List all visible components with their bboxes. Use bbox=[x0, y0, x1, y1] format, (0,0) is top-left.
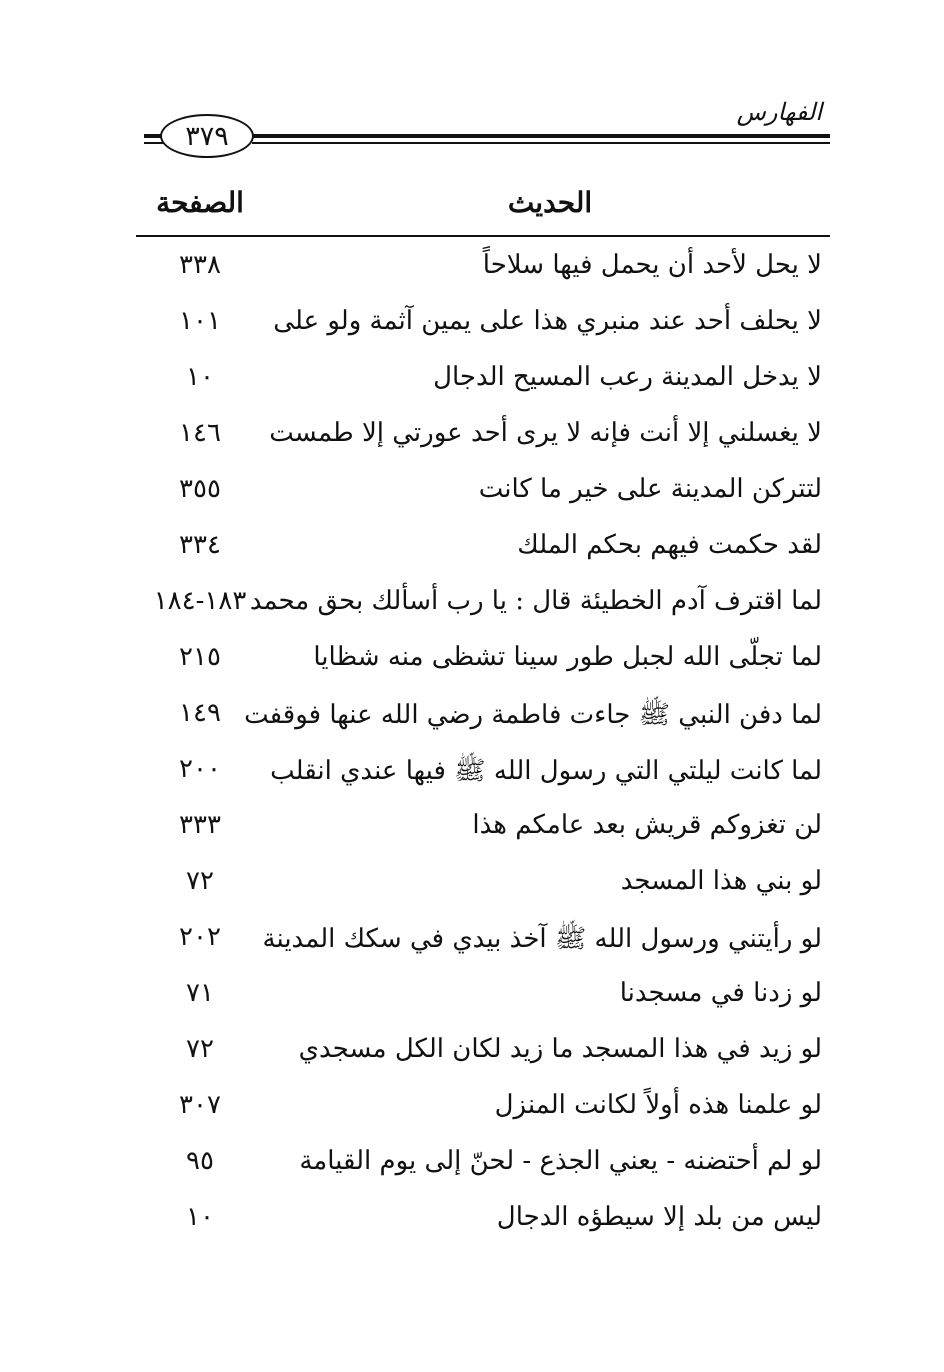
index-row bbox=[0, 1080, 944, 1136]
index-row bbox=[0, 1192, 944, 1248]
page-reference: ١٠ bbox=[186, 1202, 214, 1232]
index-row bbox=[0, 464, 944, 520]
page-reference: ٣٥٥ bbox=[179, 474, 221, 504]
index-row bbox=[0, 240, 944, 296]
page-reference: ٢١٥ bbox=[179, 642, 221, 672]
index-row bbox=[0, 744, 944, 800]
page-reference: ١٠ bbox=[186, 362, 214, 392]
hadith-text: لو رأيتني ورسول الله ﷺ آخذ بيدي في سكك المدينة bbox=[262, 924, 822, 954]
hadith-text: لما تجلّى الله لجبل طور سينا تشظى منه شظايا bbox=[313, 642, 822, 672]
hadith-text: لو بني هذا المسجد bbox=[620, 866, 822, 896]
page-number-oval bbox=[160, 114, 254, 158]
column-header-page: الصفحة bbox=[156, 186, 244, 219]
index-row bbox=[0, 856, 944, 912]
hadith-text: ليس من بلد إلا سيطؤه الدجال bbox=[496, 1202, 822, 1232]
page-reference: ٧٢ bbox=[186, 866, 214, 896]
hadith-text: لا يغسلني إلا أنت فإنه لا يرى أحد عورتي إلا طمست bbox=[269, 418, 822, 448]
hadith-text: لما اقترف آدم الخطيئة قال : يا رب أسألك بحق محمد bbox=[249, 586, 822, 616]
hadith-text: لقد حكمت فيهم بحكم الملك bbox=[517, 530, 822, 560]
page-reference: ٧١ bbox=[186, 978, 214, 1008]
hadith-text: لما دفن النبي ﷺ جاءت فاطمة رضي الله عنها فوقفت bbox=[244, 700, 822, 730]
page-reference: ١٠١ bbox=[179, 306, 221, 336]
page-reference: ٣٠٧ bbox=[179, 1090, 221, 1120]
hadith-text: لتتركن المدينة على خير ما كانت bbox=[478, 474, 822, 504]
hadith-text: لما كانت ليلتي التي رسول الله ﷺ فيها عندي انقلب bbox=[270, 756, 822, 786]
hadith-text: لا يدخل المدينة رعب المسيح الدجال bbox=[433, 362, 822, 392]
hadith-text: لو لم أحتضنه - يعني الجذع - لحنّ إلى يوم القيامة bbox=[299, 1146, 822, 1176]
page-reference: ٣٣٤ bbox=[179, 530, 221, 560]
page-reference: ٣٣٣ bbox=[179, 810, 221, 840]
page-reference: ٩٥ bbox=[186, 1146, 214, 1176]
column-header-hadith: الحديث bbox=[507, 186, 593, 219]
page-reference: ٣٣٨ bbox=[179, 250, 221, 280]
index-row bbox=[0, 912, 944, 968]
index-row bbox=[0, 1136, 944, 1192]
page-reference: ١٤٩ bbox=[179, 698, 221, 728]
header-rule-thin bbox=[252, 142, 830, 144]
hadith-text: لو زيد في هذا المسجد ما زيد لكان الكل مسجدي bbox=[298, 1034, 822, 1064]
index-row bbox=[0, 296, 944, 352]
page-reference: ٢٠٠ bbox=[179, 754, 221, 784]
index-row bbox=[0, 688, 944, 744]
hadith-text: لا يحل لأحد أن يحمل فيها سلاحاً bbox=[482, 250, 822, 280]
page-reference: ١٤٦ bbox=[179, 418, 221, 448]
hadith-text: لو زدنا في مسجدنا bbox=[619, 978, 822, 1008]
hadith-text: لا يحلف أحد عند منبري هذا على يمين آثمة ولو على bbox=[273, 306, 822, 336]
header-rule-thick bbox=[252, 134, 830, 138]
page-reference: ٢٠٢ bbox=[179, 922, 221, 952]
index-row bbox=[0, 800, 944, 856]
running-title: الفهارس bbox=[736, 98, 822, 126]
page-reference: ٧٢ bbox=[186, 1034, 214, 1064]
index-row bbox=[0, 632, 944, 688]
page-number: ٣٧٩ bbox=[185, 120, 229, 152]
index-row bbox=[0, 520, 944, 576]
index-row bbox=[0, 408, 944, 464]
hadith-text: لن تغزوكم قريش بعد عامكم هذا bbox=[472, 810, 822, 840]
index-row bbox=[0, 352, 944, 408]
column-header-rule bbox=[136, 235, 830, 237]
hadith-text: لو علمنا هذه أولاً لكانت المنزل bbox=[494, 1090, 822, 1120]
index-list bbox=[0, 240, 944, 1248]
index-row bbox=[0, 1024, 944, 1080]
index-row bbox=[0, 968, 944, 1024]
page-reference: ١٨٣-١٨٤ bbox=[153, 586, 247, 616]
index-row bbox=[0, 576, 944, 632]
